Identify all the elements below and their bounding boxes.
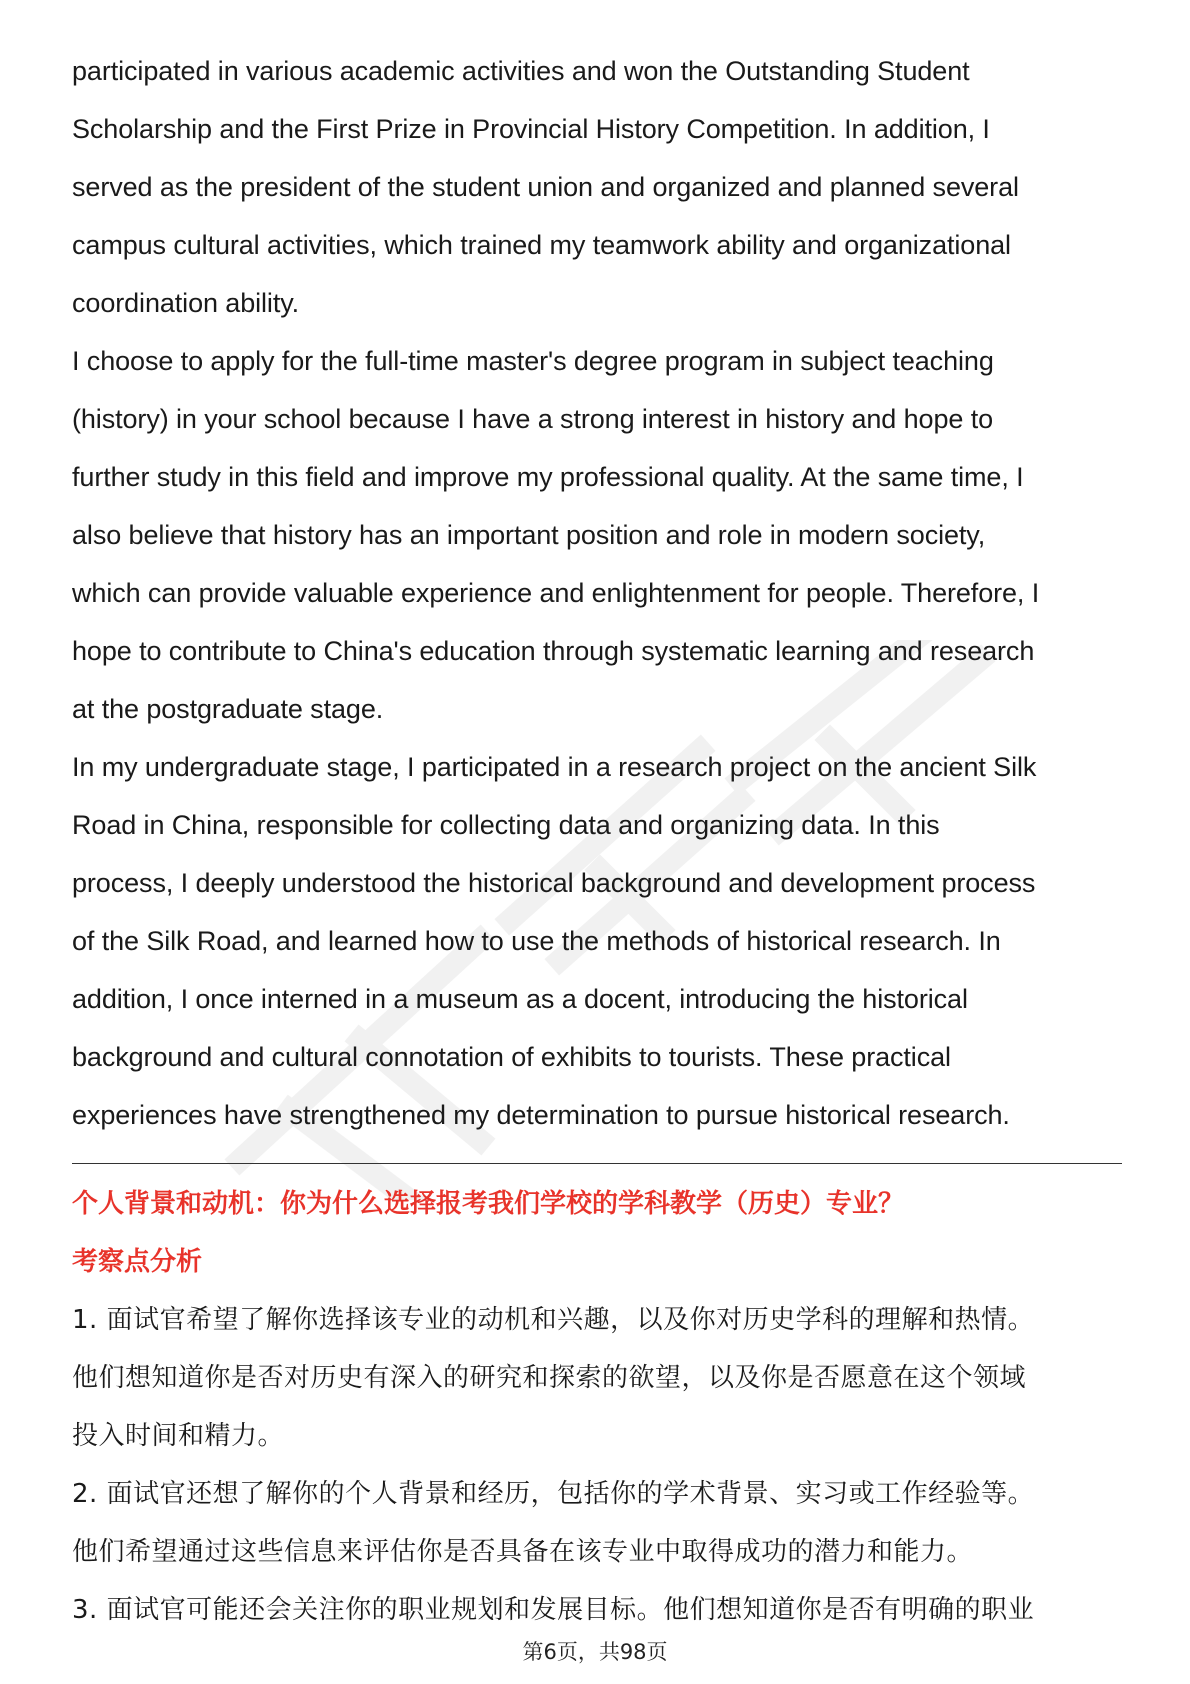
body-line: of the Silk Road, and learned how to use the methods of historical research. In <box>72 926 1001 956</box>
body-line: participated in various academic activities and won the Outstanding Student <box>72 56 970 86</box>
body-line: further study in this field and improve my professional quality. At the same time, I <box>72 462 1024 492</box>
body-line: background and cultural connotation of exhibits to tourists. These practical <box>72 1042 951 1072</box>
analysis-line: 2. 面试官还想了解你的个人背景和经历，包括你的学术背景、实习或工作经验等。 <box>72 1479 1035 1509</box>
body-line: also believe that history has an important position and role in modern society, <box>72 520 986 550</box>
body-line: served as the president of the student union and organized and planned several <box>72 172 1019 202</box>
body-line: I choose to apply for the full-time master's degree program in subject teaching <box>72 346 994 376</box>
question-section <box>72 1175 1132 1639</box>
body-line: which can provide valuable experience and enlightenment for people. Therefore, I <box>72 578 1040 608</box>
body-line: process, I deeply understood the historical background and development process <box>72 868 1036 898</box>
question-title: 个人背景和动机：你为什么选择报考我们学校的学科教学（历史）专业？ <box>72 1189 905 1219</box>
body-line: In my undergraduate stage, I participated in a research project on the ancient Silk <box>72 752 1037 782</box>
body-line: experiences have strengthened my determination to pursue historical research. <box>72 1100 1010 1130</box>
body-line: (history) in your school because I have a strong interest in history and hope to <box>72 404 994 434</box>
section-divider <box>72 1163 1122 1164</box>
analysis-line: 3. 面试官可能还会关注你的职业规划和发展目标。他们想知道你是否有明确的职业 <box>72 1595 1035 1625</box>
body-line: at the postgraduate stage. <box>72 694 384 724</box>
body-line: Road in China, responsible for collecting data and organizing data. In this <box>72 810 940 840</box>
analysis-line: 他们想知道你是否对历史有深入的研究和探索的欲望，以及你是否愿意在这个领域 <box>72 1363 1027 1393</box>
body-line: hope to contribute to China's education through systematic learning and research <box>72 636 1035 666</box>
analysis-line: 投入时间和精力。 <box>72 1421 285 1451</box>
english-body <box>72 42 1122 1144</box>
analysis-line: 他们希望通过这些信息来评估你是否具备在该专业中取得成功的潜力和能力。 <box>72 1537 974 1567</box>
body-line: addition, I once interned in a museum as a docent, introducing the historical <box>72 984 968 1014</box>
body-line: Scholarship and the First Prize in Provincial History Competition. In addition, I <box>72 114 990 144</box>
analysis-line: 1. 面试官希望了解你选择该专业的动机和兴趣，以及你对历史学科的理解和热情。 <box>72 1305 1035 1335</box>
body-line: coordination ability. <box>72 288 300 318</box>
body-line: campus cultural activities, which trained my teamwork ability and organizational <box>72 230 1011 260</box>
page-number: 第6页，共98页 <box>522 1640 668 1664</box>
analysis-title: 考察点分析 <box>72 1247 203 1277</box>
